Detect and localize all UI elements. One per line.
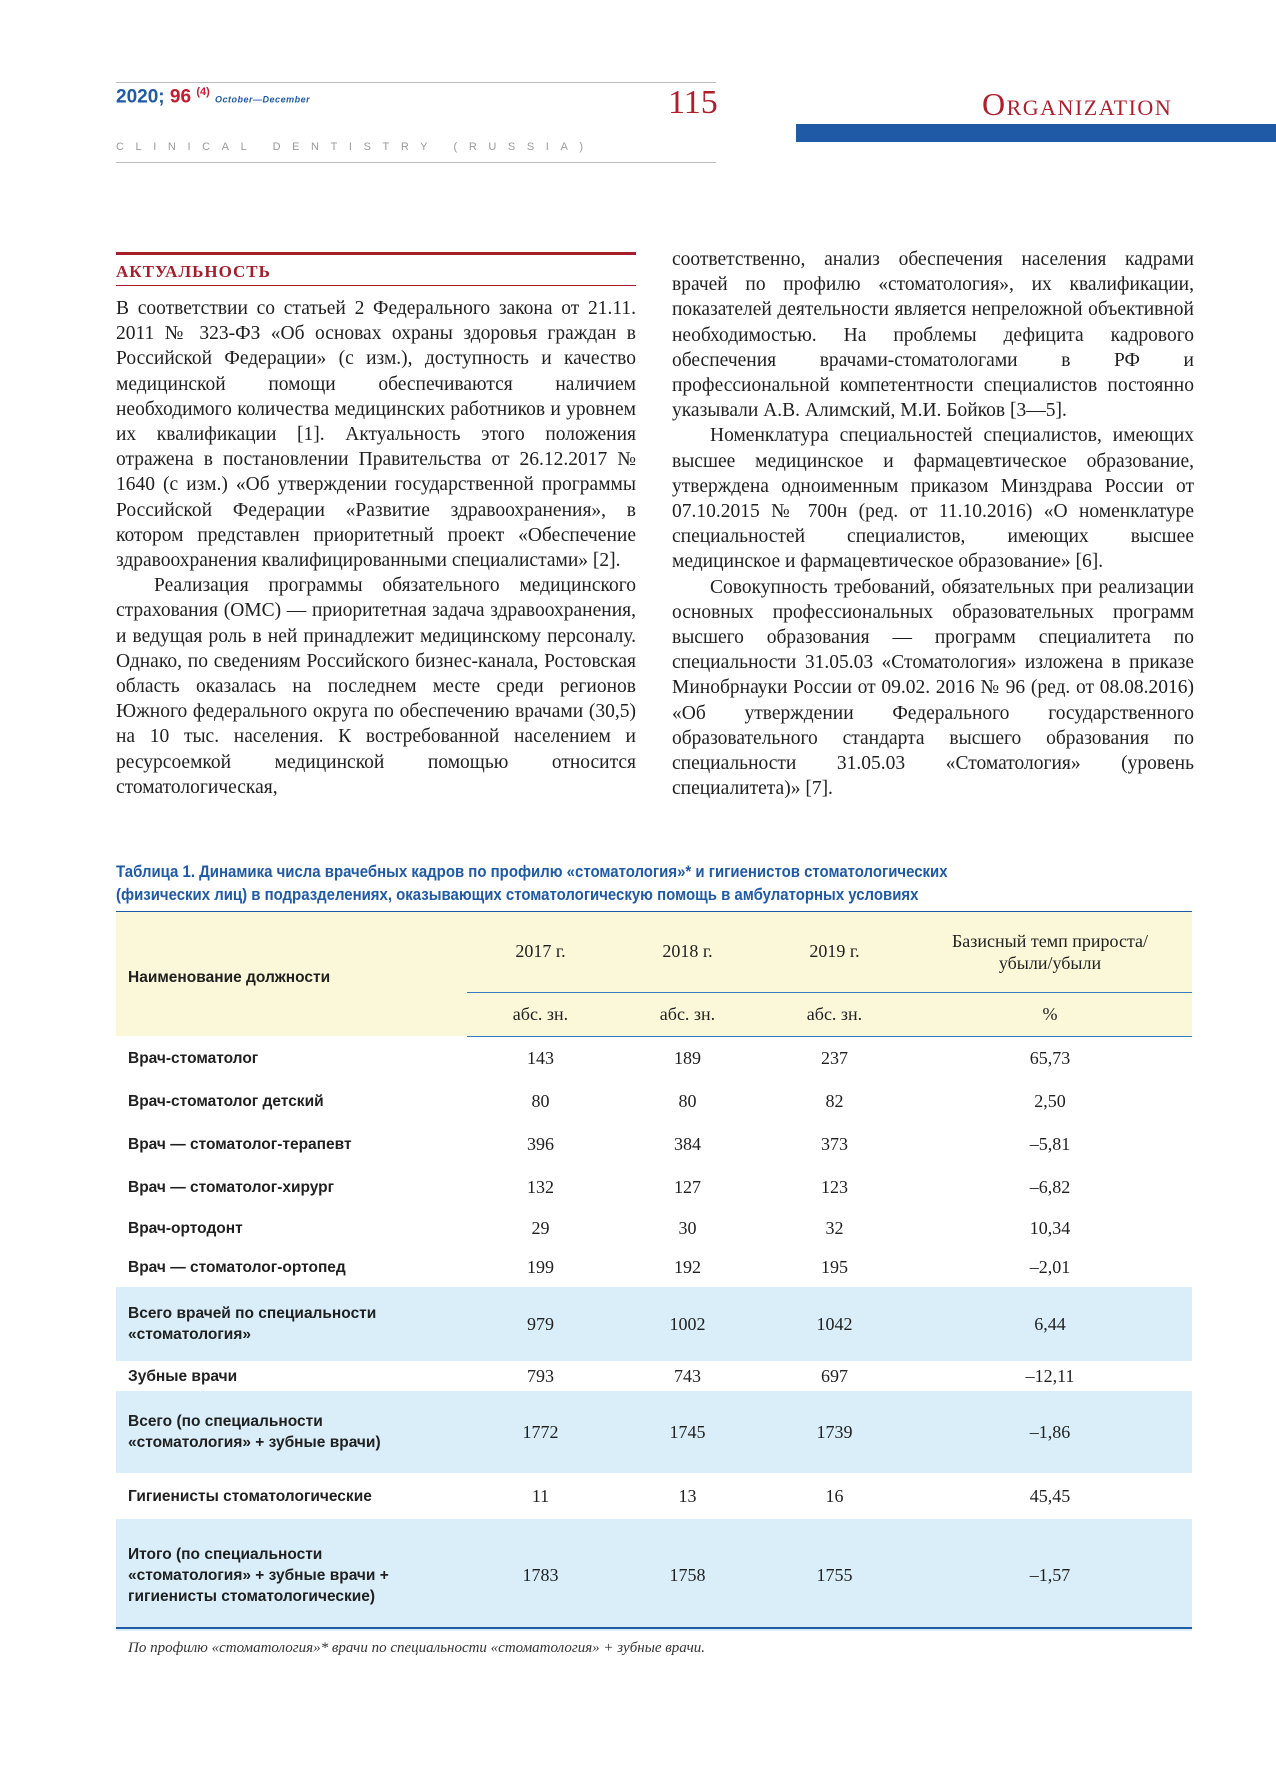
table-caption — [116, 860, 1137, 906]
cell-growth: –1,57 — [1029, 1564, 1071, 1585]
row-name: Врач — стоматолог-ортопед — [128, 1258, 346, 1276]
cell-2017: 396 — [527, 1134, 554, 1154]
issue-year: 2020; — [116, 86, 165, 108]
subheader-abs: абс. зн. — [614, 992, 761, 1036]
paragraph: Совокупность требований, обязательных при реализации основных профессиональных образовательных программ высшего образования — программ специалитета по специальности 31.05.03 «Стоматология» изложена в приказе Минобрнауки России от 09.02. 2016 № 96 (ред. от 08.08.2016) «Об утверждении Федерального государственного образовательного стандарта высшего образования по специальности 31.05.03 «Стоматология» (уровень специалитета)» [7]. — [672, 576, 1194, 800]
cell-2018: 30 — [678, 1217, 697, 1238]
header-position: Наименование должности — [128, 968, 331, 986]
header-2019: 2019 г. — [809, 941, 860, 962]
cell-2019: 1755 — [816, 1564, 853, 1585]
cell-2019: 32 — [825, 1217, 844, 1238]
journal-name: CLINICAL DENTISTRY (RUSSIA) — [116, 141, 595, 153]
table-row-total — [116, 1391, 1192, 1473]
table-row — [116, 1473, 1192, 1519]
header-growth: Базисный темп прироста/ убыли/убыли — [951, 930, 1149, 973]
cell-growth: –1,86 — [1029, 1421, 1071, 1442]
cell-2019: 195 — [821, 1256, 848, 1277]
issue-number: (4) — [196, 86, 210, 98]
issue-info — [116, 86, 310, 108]
subheader-pct: % — [908, 992, 1192, 1036]
table-row — [116, 1247, 1192, 1287]
table-row — [116, 1209, 1192, 1247]
cell-growth: 10,34 — [1029, 1217, 1071, 1238]
paragraph: Реализация программы обязательного медицинского страхования (ОМС) — приоритетная задача здравоохранения, и ведущая роль в ней принадлежит медицинскому персоналу. Однако, по сведениям Российского бизнес-канала, Ростовская область оказалась на последнем месте среди регионов Южного федерального округа по обеспечению врачами (30,5) на 10 тыс. населения. К востребованной населением и ресурсоемкой медицинской помощью относится стоматологическая, — [116, 575, 636, 798]
cell-2018: 192 — [674, 1256, 701, 1277]
cell-growth: 65,73 — [1029, 1047, 1071, 1068]
header-bottom-rule — [116, 162, 716, 163]
table-caption-line1: Таблица 1. Динамика числа врачебных кадров по профилю «стоматология»* и гигиенистов стоматологических — [116, 862, 948, 881]
cell-2019: 237 — [821, 1047, 848, 1068]
left-column — [116, 296, 636, 800]
row-name: Итого (по специальности «стоматология» + зубные врачи + гигиенисты стоматологические) — [128, 1545, 389, 1605]
cell-2017: 132 — [527, 1177, 554, 1197]
cell-growth: –12,11 — [1025, 1365, 1075, 1386]
cell-2017: 979 — [527, 1313, 554, 1334]
cell-2018: 743 — [674, 1365, 701, 1386]
table-footnote: По профилю «стоматология»* врачи по специальности «стоматология» + зубные врачи. — [128, 1640, 705, 1656]
cell-2019: 373 — [821, 1134, 848, 1154]
cell-2018: 127 — [674, 1177, 701, 1197]
staff-table — [116, 912, 1192, 1631]
section-heading: АКТУАЛЬНОСТЬ — [116, 262, 271, 281]
table-row — [116, 1166, 1192, 1209]
row-name: Зубные врачи — [128, 1367, 238, 1385]
table-bottom-rule — [116, 1627, 1192, 1629]
table-row — [116, 1123, 1192, 1166]
section-heading-rule-bottom — [116, 285, 636, 286]
paragraph: соответственно, анализ обеспечения населения кадрами врачей по профилю «стоматология», их квалификации, показателей деятельности является непреложной объективной необходимостью. На проблемы дефицита кадрового обеспечения врачами-стоматологами в РФ и профессиональной компетентности специалистов постоянно указывали А.В. Алимский, М.И. Бойков [3—5]. — [672, 249, 1194, 422]
row-name: Врач-стоматолог — [128, 1049, 259, 1067]
cell-2017: 1783 — [522, 1564, 559, 1585]
table-caption-line2: (физических лиц) в подразделениях, оказывающих стоматологическую помощь в амбулаторных условиях — [116, 885, 919, 904]
table-header-row — [116, 912, 1192, 992]
header-2018: 2018 г. — [662, 941, 713, 962]
cell-growth: –2,01 — [1029, 1256, 1071, 1277]
page-number: 115 — [668, 84, 718, 121]
cell-growth: 45,45 — [1029, 1485, 1071, 1506]
cell-2018: 384 — [674, 1134, 701, 1154]
cell-2018: 80 — [678, 1091, 697, 1111]
row-name: Врач — стоматолог-хирург — [128, 1179, 335, 1196]
row-name: Врач — стоматолог-терапевт — [128, 1136, 352, 1153]
cell-2018: 189 — [674, 1047, 701, 1068]
subheader-abs: абс. зн. — [467, 992, 614, 1036]
section-heading-rule-top — [116, 252, 636, 255]
table-row-grand-total — [116, 1519, 1192, 1631]
row-name: Гигиенисты стоматологические — [128, 1487, 372, 1505]
cell-2019: 1042 — [816, 1313, 853, 1334]
cell-2017: 80 — [531, 1091, 550, 1111]
right-column — [672, 247, 1194, 801]
cell-2018: 1745 — [669, 1421, 706, 1442]
cell-growth: 6,44 — [1034, 1313, 1066, 1334]
table-row — [116, 1036, 1192, 1080]
issue-volume: 96 — [169, 86, 192, 108]
cell-2019: 697 — [821, 1365, 848, 1386]
cell-2017: 143 — [527, 1047, 554, 1068]
cell-2019: 1739 — [816, 1421, 853, 1442]
cell-2017: 199 — [527, 1256, 554, 1277]
row-name: Врач-ортодонт — [128, 1219, 243, 1237]
cell-growth: 2,50 — [1034, 1091, 1066, 1111]
subheader-abs: абс. зн. — [761, 992, 908, 1036]
row-name: Всего врачей по специальности «стоматология» — [128, 1305, 377, 1343]
cell-2017: 1772 — [522, 1421, 559, 1442]
cell-2019: 123 — [821, 1177, 848, 1197]
cell-2017: 793 — [527, 1365, 554, 1386]
cell-growth: –5,81 — [1029, 1134, 1071, 1154]
issue-period: October—December — [215, 94, 311, 105]
cell-2018: 13 — [678, 1485, 697, 1506]
table-row-total — [116, 1287, 1192, 1361]
row-name: Всего (по специальности «стоматология» + зубные врачи) — [128, 1413, 381, 1451]
cell-2019: 16 — [825, 1485, 844, 1506]
paragraph: Номенклатура специальностей специалистов, имеющих высшее медицинское и фармацевтическое образование, утверждена одноименным приказом Минздрава России от 07.10.2015 № 700н (ред. от 11.10.2016) «О номенклатуре специальностей специалистов, имеющих высшее медицинское и фармацевтическое образование» [6]. — [672, 425, 1194, 573]
table-row — [116, 1361, 1192, 1391]
header-top-rule — [116, 82, 716, 83]
cell-2018: 1002 — [669, 1313, 706, 1334]
cell-2019: 82 — [825, 1091, 844, 1111]
header-2017: 2017 г. — [515, 941, 566, 962]
table-row — [116, 1080, 1192, 1123]
paragraph: В соответствии со статьей 2 Федерального закона от 21.11. 2011 № 323-ФЗ «Об основах охраны здоровья граждан в Российской Федерации» (с изм.), доступность и качество медицинской помощи обеспечиваются наличием необходимого количества медицинских работников и уровнем их квалификации [1]. Актуальность этого положения отражена в постановлении Правительства от 26.12.2017 № 1640 (с изм.) «Об утверждении государственной программы Российской Федерации «Развитие здравоохранения», в котором представлен приоритетный проект «Обеспечение здравоохранения квалифицированными специалистами» [2]. — [116, 298, 636, 572]
row-name: Врач-стоматолог детский — [128, 1093, 324, 1110]
cell-2017: 29 — [531, 1217, 550, 1238]
cell-growth: –6,82 — [1029, 1177, 1071, 1197]
cell-2018: 1758 — [669, 1564, 706, 1585]
section-name: Organization — [982, 86, 1173, 122]
cell-2017: 11 — [531, 1485, 550, 1506]
section-bar — [796, 124, 1276, 142]
